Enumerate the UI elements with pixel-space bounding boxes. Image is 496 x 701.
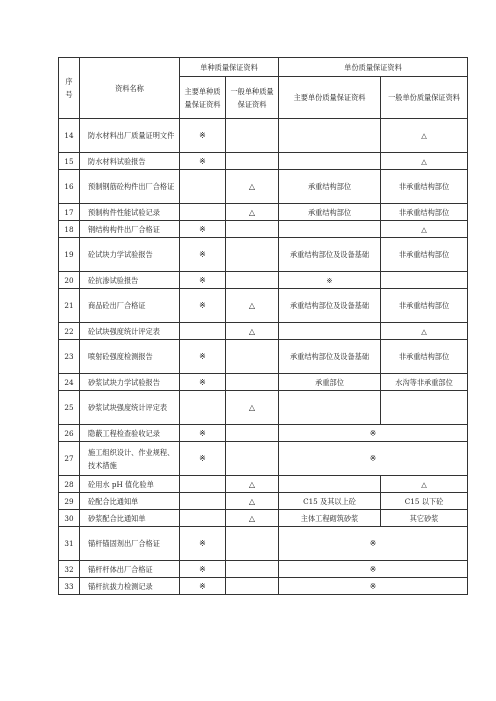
variety-main-mark: ※ — [180, 578, 226, 595]
variety-general-mark: △ — [226, 323, 279, 340]
variety-general-mark — [226, 272, 279, 289]
row-number: 18 — [59, 221, 80, 238]
table-row — [59, 221, 468, 238]
unit-main-cell — [279, 391, 381, 425]
unit-general-cell: 非承重结构部位 — [381, 204, 468, 221]
variety-main-mark: ※ — [180, 374, 226, 391]
unit-general-cell: 非承重结构部位 — [381, 238, 468, 272]
header-variety-main: 主要单种质量保证资料 — [180, 77, 226, 119]
table-row — [59, 391, 468, 425]
table-row — [59, 238, 468, 272]
unit-general-cell: 非承重结构部位 — [381, 340, 468, 374]
table-row — [59, 493, 468, 510]
row-document-name: 锚杆杆体出厂合格证 — [80, 561, 180, 578]
row-document-name: 砼试块力学试验报告 — [80, 238, 180, 272]
row-document-name: 预制钢筋砼构件出厂合格证 — [80, 170, 180, 204]
table-row — [59, 289, 468, 323]
variety-main-mark — [180, 170, 226, 204]
header-unit-group: 单份质量保证资料 — [279, 58, 468, 77]
variety-general-mark: △ — [226, 476, 279, 493]
row-document-name: 锚杆锚固剂出厂合格证 — [80, 527, 180, 561]
variety-general-mark — [226, 153, 279, 170]
row-number: 24 — [59, 374, 80, 391]
unit-main-cell: ※ — [279, 272, 381, 289]
unit-general-cell: 其它砂浆 — [381, 510, 468, 527]
row-number: 33 — [59, 578, 80, 595]
variety-general-mark — [226, 340, 279, 374]
variety-main-mark — [180, 493, 226, 510]
table-row — [59, 374, 468, 391]
variety-general-mark: △ — [226, 204, 279, 221]
unit-main-cell — [279, 476, 381, 493]
row-document-name: 预制构件性能试验记录 — [80, 204, 180, 221]
row-document-name: 砼用水 pH 值化验单 — [80, 476, 180, 493]
variety-general-mark — [226, 561, 279, 578]
header-unit-general: 一般单份质量保证资料 — [381, 77, 468, 119]
variety-general-mark: △ — [226, 510, 279, 527]
variety-general-mark: △ — [226, 391, 279, 425]
unit-main-cell: C15 及其以上砼 — [279, 493, 381, 510]
row-number: 19 — [59, 238, 80, 272]
unit-general-cell: 非承重结构部位 — [381, 289, 468, 323]
row-document-name: 砼配合比通知单 — [80, 493, 180, 510]
unit-main-cell: 承重结构部位及设备基础 — [279, 238, 381, 272]
variety-general-mark — [226, 374, 279, 391]
table-row — [59, 119, 468, 153]
table-row — [59, 170, 468, 204]
unit-general-cell: △ — [381, 221, 468, 238]
row-document-name: 防水材料出厂质量证明文件 — [80, 119, 180, 153]
row-document-name: 锚杆抗拔力检测记录 — [80, 578, 180, 595]
row-document-name: 施工组织设计、作业规程、技术措施 — [80, 442, 180, 476]
row-number: 20 — [59, 272, 80, 289]
row-document-name: 商品砼出厂合格证 — [80, 289, 180, 323]
row-number: 14 — [59, 119, 80, 153]
unit-combined-mark: ※ — [279, 561, 468, 578]
row-number: 25 — [59, 391, 80, 425]
variety-general-mark: △ — [226, 493, 279, 510]
variety-general-mark — [226, 238, 279, 272]
variety-main-mark: ※ — [180, 119, 226, 153]
table-row — [59, 340, 468, 374]
unit-main-cell: 承重结构部位 — [279, 170, 381, 204]
header-variety-group: 单种质量保证资料 — [180, 58, 279, 77]
unit-combined-mark: ※ — [279, 527, 468, 561]
unit-general-cell: △ — [381, 323, 468, 340]
row-number: 17 — [59, 204, 80, 221]
unit-main-cell: 承重结构部位及设备基础 — [279, 289, 381, 323]
table-row — [59, 561, 468, 578]
variety-general-mark: △ — [226, 170, 279, 204]
variety-main-mark — [180, 391, 226, 425]
variety-main-mark: ※ — [180, 153, 226, 170]
row-number: 16 — [59, 170, 80, 204]
table-row — [59, 510, 468, 527]
unit-main-cell: 承重结构部位 — [279, 204, 381, 221]
unit-general-cell: 非承重结构部位 — [381, 170, 468, 204]
unit-main-cell — [279, 119, 381, 153]
row-document-name: 喷射砼强度检测报告 — [80, 340, 180, 374]
variety-main-mark — [180, 510, 226, 527]
unit-main-cell — [279, 153, 381, 170]
table-row — [59, 204, 468, 221]
row-number: 21 — [59, 289, 80, 323]
unit-combined-mark: ※ — [279, 442, 468, 476]
variety-main-mark: ※ — [180, 561, 226, 578]
row-document-name: 砂浆配合比通知单 — [80, 510, 180, 527]
row-document-name: 隐蔽工程检查验收记录 — [80, 425, 180, 442]
header-variety-general: 一般单种质量保证资料 — [226, 77, 279, 119]
table-row — [59, 425, 468, 442]
row-number: 27 — [59, 442, 80, 476]
unit-general-cell: △ — [381, 153, 468, 170]
variety-general-mark — [226, 425, 279, 442]
variety-main-mark: ※ — [180, 340, 226, 374]
unit-combined-mark: ※ — [279, 578, 468, 595]
row-number: 28 — [59, 476, 80, 493]
row-document-name: 砼抗渗试验报告 — [80, 272, 180, 289]
variety-general-mark — [226, 442, 279, 476]
variety-general-mark — [226, 119, 279, 153]
row-document-name: 砂浆试块力学试验报告 — [80, 374, 180, 391]
unit-general-cell — [381, 391, 468, 425]
row-document-name: 砼试块强度统计评定表 — [80, 323, 180, 340]
row-number: 30 — [59, 510, 80, 527]
unit-general-cell: C15 以下砼 — [381, 493, 468, 510]
variety-main-mark: ※ — [180, 272, 226, 289]
row-number: 15 — [59, 153, 80, 170]
table-row — [59, 323, 468, 340]
row-number: 22 — [59, 323, 80, 340]
unit-main-cell: 主体工程砌筑砂浆 — [279, 510, 381, 527]
row-document-name: 防水材料试验报告 — [80, 153, 180, 170]
table-row — [59, 578, 468, 595]
table-row — [59, 272, 468, 289]
quality-document-table — [58, 57, 468, 595]
unit-combined-mark: ※ — [279, 425, 468, 442]
variety-main-mark: ※ — [180, 527, 226, 561]
variety-general-mark — [226, 578, 279, 595]
row-document-name: 钢结构构件出厂合格证 — [80, 221, 180, 238]
unit-general-cell — [381, 272, 468, 289]
variety-main-mark — [180, 204, 226, 221]
row-number: 26 — [59, 425, 80, 442]
table-row — [59, 153, 468, 170]
unit-general-cell: 水沟等非承重部位 — [381, 374, 468, 391]
table-row — [59, 476, 468, 493]
variety-general-mark: △ — [226, 289, 279, 323]
table-row — [59, 527, 468, 561]
row-number: 31 — [59, 527, 80, 561]
variety-main-mark: ※ — [180, 238, 226, 272]
unit-main-cell: 承重部位 — [279, 374, 381, 391]
row-document-name: 砂浆试块强度统计评定表 — [80, 391, 180, 425]
variety-main-mark: ※ — [180, 289, 226, 323]
row-number: 32 — [59, 561, 80, 578]
variety-general-mark — [226, 527, 279, 561]
variety-main-mark — [180, 476, 226, 493]
unit-general-cell: △ — [381, 119, 468, 153]
unit-main-cell: 承重结构部位及设备基础 — [279, 340, 381, 374]
table-body — [59, 119, 468, 595]
unit-general-cell: △ — [381, 476, 468, 493]
row-number: 23 — [59, 340, 80, 374]
unit-main-cell — [279, 323, 381, 340]
variety-main-mark: ※ — [180, 221, 226, 238]
variety-main-mark: ※ — [180, 442, 226, 476]
unit-main-cell — [279, 221, 381, 238]
header-name: 资料名称 — [80, 58, 180, 119]
header-seq: 序号 — [59, 58, 80, 119]
row-number: 29 — [59, 493, 80, 510]
variety-general-mark — [226, 221, 279, 238]
variety-main-mark: ※ — [180, 425, 226, 442]
header-unit-main: 主要单份质量保证资料 — [279, 77, 381, 119]
table-row — [59, 442, 468, 476]
variety-main-mark — [180, 323, 226, 340]
